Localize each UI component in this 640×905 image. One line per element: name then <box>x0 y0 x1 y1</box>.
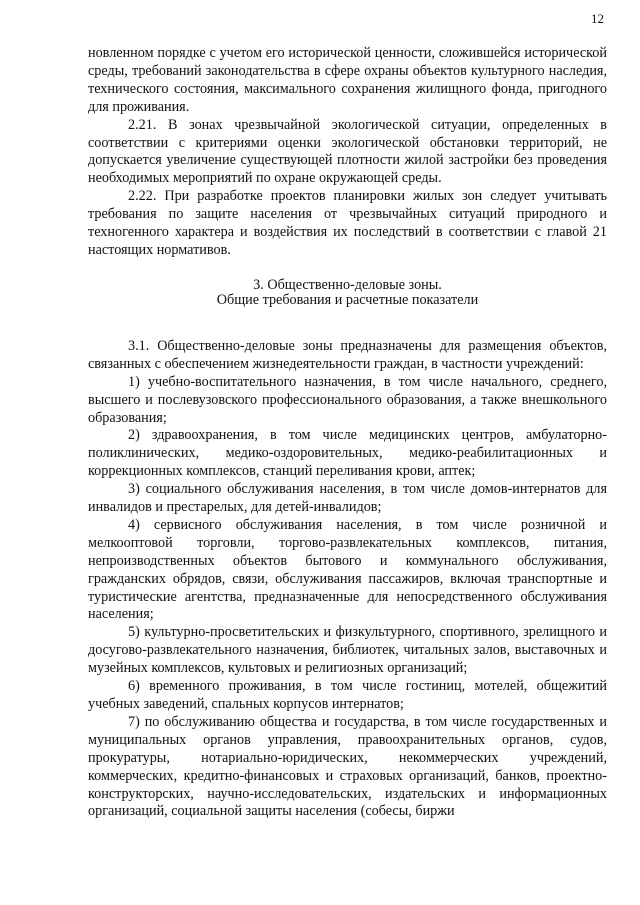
list-item-3: 3) социального обслуживания населения, в том числе домов-интернатов для инвалидов и престарелых, для детей-инвалидов; <box>88 481 607 516</box>
list-item-1: 1) учебно-воспитательного назначения, в том числе начального, среднего, высшего и послевузовского профессионального образования, а также внешкольного образования; <box>88 373 607 426</box>
list-item-7: 7) по обслуживанию общества и государства, в том числе государственных и муниципальных органов управления, правоохранительных органов, судов, прокуратуры, нотариально-юридических, некоммерческих учреждений, коммерческих, кредитно-финансовых и страховых организаций, банков, проектно-конструкторских, научно-исследовательских, издательских и информационных организаций, социальной защиты населения (собесы, биржи <box>88 713 607 820</box>
list-item-4: 4) сервисного обслуживания населения, в том числе розничной и мелкооптовой торговли, торгово-развлекательных комплексов, питания, непроизводственных объектов бытового и коммунального обслуживания, гражданских обрядов, связи, обслуживания пассажиров, включая транспортные и туристические агентства, предназначенные для непосредственного обслуживания населения; <box>88 516 607 623</box>
paragraph-2-22: 2.22. При разработке проектов планировки жилых зон следует учитывать требования по защите населения от чрезвычайных ситуаций природного и техногенного характера и воздействия их последствий в соответствии с главой 21 настоящих нормативов. <box>88 188 607 258</box>
paragraph-continuation: новленном порядке с учетом его исторической ценности, сложившейся исторической среды, требований законодательства в сфере охраны объектов культурного наследия, технического состояния, максимального сохранения жилищного фонда, пригодного для проживания. <box>88 45 607 115</box>
section-heading-line2: Общие требования и расчетные показатели <box>216 292 479 309</box>
paragraph-3-1: 3.1. Общественно-деловые зоны предназначены для размещения объектов, связанных с обеспечением жизнедеятельности граждан, в частности учреждений: <box>88 337 607 372</box>
section-heading <box>88 278 607 309</box>
page-number: 12 <box>591 11 604 26</box>
list-item-6: 6) временного проживания, в том числе гостиниц, мотелей, общежитий учебных заведений, спальных корпусов интернатов; <box>88 678 607 712</box>
body-text <box>88 45 607 821</box>
paragraph-2-21: 2.21. В зонах чрезвычайной экологической ситуации, определенных в соответствии с критериями оценки экологической обстановки территорий, не допускается увеличение существующей плотности жилой застройки без проведения необходимых мероприятий по охране окружающей среды. <box>88 116 607 187</box>
list-item-5: 5) культурно-просветительских и физкультурного, спортивного, зрелищного и досугово-развлекательного назначения, библиотек, читальных залов, выставочных и музейных комплексов, культовых и религиозных организаций; <box>88 624 607 677</box>
section-heading-line1: 3. Общественно-деловые зоны. <box>253 276 442 293</box>
list-item-2: 2) здравоохранения, в том числе медицинских центров, амбулаторно-поликлинических, медико-оздоровительных, медико-реабилитационных и коррекционных комплексов, станций переливания крови, аптек; <box>88 427 607 480</box>
